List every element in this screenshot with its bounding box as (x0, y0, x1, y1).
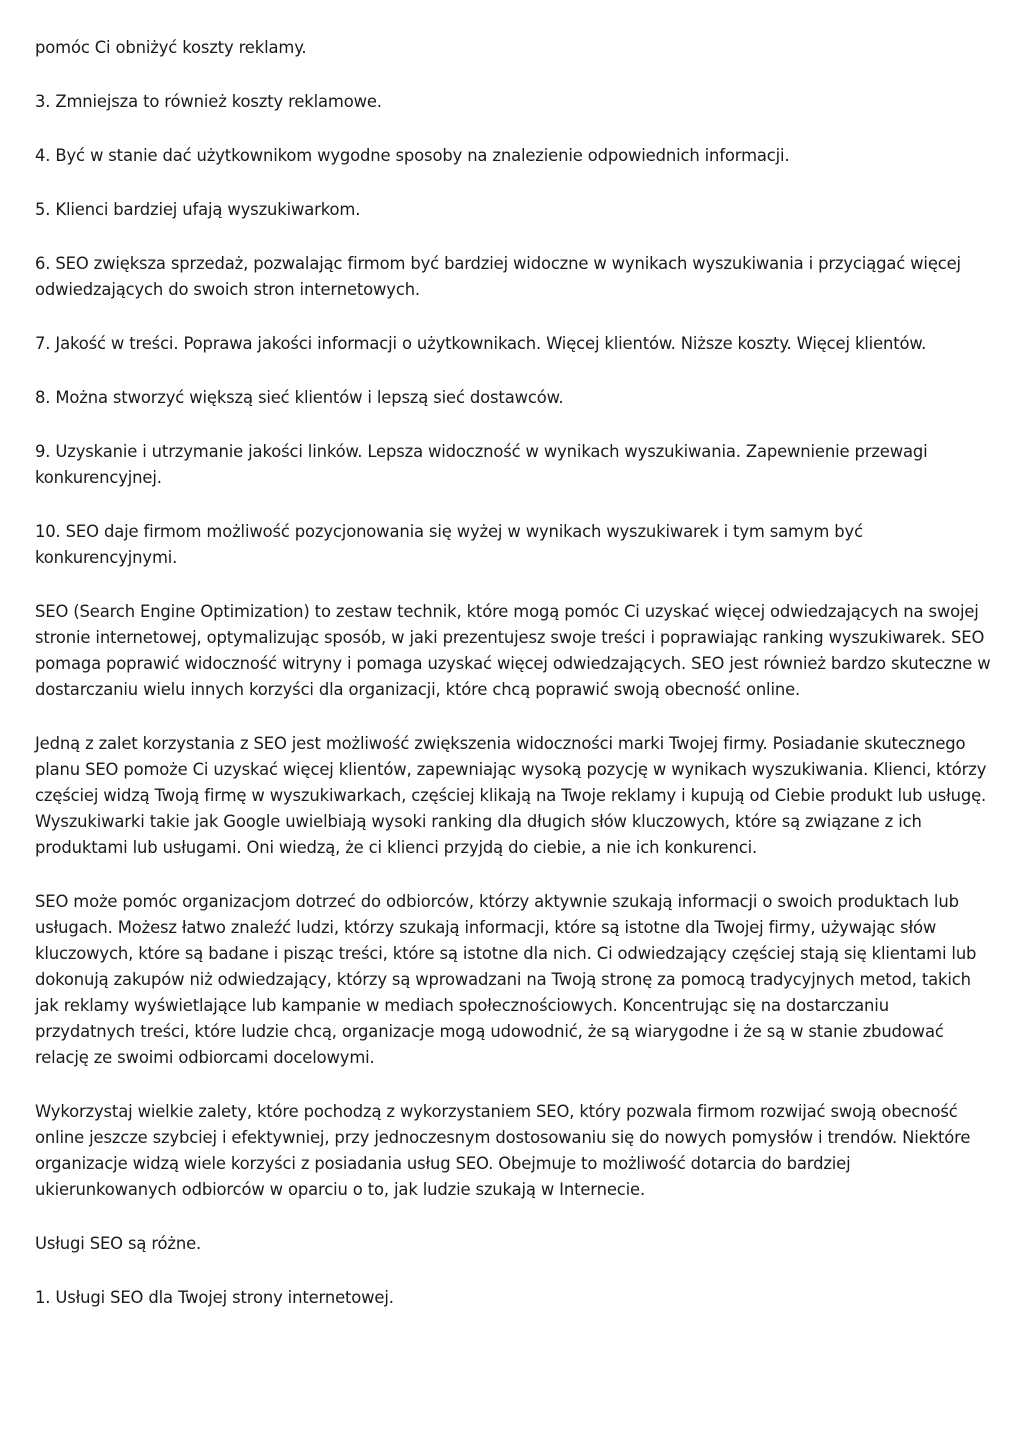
list-item-9: 9. Uzyskanie i utrzymanie jakości linków. Lepsza widoczność w wynikach wyszukiwania. Zapewnienie przewagi konkurencyjnej. (35, 442, 928, 487)
paragraph-1: pomóc Ci obniżyć koszty reklamy. (35, 38, 307, 57)
paragraph-advantages: Wykorzystaj wielkie zalety, które pochodzą z wykorzystaniem SEO, który pozwala firmom rozwijać swoją obecność online jeszcze szybciej i efektywniej, przy jednoczesnym dostosowaniu się do nowych pomysłów i trendów. Niektóre organizacje widzą wiele korzyści z posiadania usług SEO. Obejmuje to możliwość dotarcia do bardziej ukierunkowanych odbiorców w oparciu o to, jak ludzie szukają w Internecie. (35, 1102, 971, 1199)
paragraph-audience-reach: SEO może pomóc organizacjom dotrzeć do odbiorców, którzy aktywnie szukają informacji o swoich produktach lub usługach. Możesz łatwo znaleźć ludzi, którzy szukają informacji, które są istotne dla Twojej firmy, używając słów kluczowych, które są badane i pisząc treści, które są istotne dla nich. Ci odwiedzający częściej stają się klientami lub dokonują zakupów niż odwiedzający, którzy są wprowadzani na Twoją stronę za pomocą tradycyjnych metod, takich jak reklamy wyświetlające lub kampanie w mediach społecznościowych. Koncentrując się na dostarczaniu przydatnych treści, które ludzie chcą, organizacje mogą udowodnić, że są wiarygodne i że są w stanie zbudować relację ze swoimi odbiorcami docelowymi. (35, 892, 977, 1067)
list-item-3: 3. Zmniejsza to również koszty reklamowe. (35, 92, 382, 111)
paragraph-services-intro: Usługi SEO są różne. (35, 1234, 202, 1253)
list-item-4: 4. Być w stanie dać użytkownikom wygodne sposoby na znalezienie odpowiednich informacji. (35, 146, 790, 165)
document-page (35, 35, 991, 1339)
list-item-7: 7. Jakość w treści. Poprawa jakości informacji o użytkownikach. Więcej klientów. Niższe koszty. Więcej klientów. (35, 334, 927, 353)
list-item-10: 10. SEO daje firmom możliwość pozycjonowania się wyżej w wynikach wyszukiwarek i tym samym być konkurencyjnymi. (35, 522, 863, 567)
services-list-item-1: 1. Usługi SEO dla Twojej strony internetowej. (35, 1288, 394, 1307)
list-item-6: 6. SEO zwiększa sprzedaż, pozwalając firmom być bardziej widoczne w wynikach wyszukiwania i przyciągać więcej odwiedzających do swoich stron internetowych. (35, 254, 961, 299)
paragraph-seo-definition: SEO (Search Engine Optimization) to zestaw technik, które mogą pomóc Ci uzyskać więcej odwiedzających na swojej stronie internetowej, optymalizując sposób, w jaki prezentujesz swoje treści i poprawiając ranking wyszukiwarek. SEO pomaga poprawić widoczność witryny i pomaga uzyskać więcej odwiedzających. SEO jest również bardzo skuteczne w dostarczaniu wielu innych korzyści dla organizacji, które chcą poprawić swoją obecność online. (35, 602, 991, 699)
paragraph-brand-visibility: Jedną z zalet korzystania z SEO jest możliwość zwiększenia widoczności marki Twojej firmy. Posiadanie skutecznego planu SEO pomoże Ci uzyskać więcej klientów, zapewniając wysoką pozycję w wynikach wyszukiwania. Klienci, którzy częściej widzą Twoją firmę w wyszukiwarkach, częściej klikają na Twoje reklamy i kupują od Ciebie produkt lub usługę. Wyszukiwarki takie jak Google uwielbiają wysoki ranking dla długich słów kluczowych, które są związane z ich produktami lub usługami. Oni wiedzą, że ci klienci przyjdą do ciebie, a nie ich konkurenci. (35, 734, 987, 857)
list-item-8: 8. Można stworzyć większą sieć klientów i lepszą sieć dostawców. (35, 388, 564, 407)
list-item-5: 5. Klienci bardziej ufają wyszukiwarkom. (35, 200, 361, 219)
